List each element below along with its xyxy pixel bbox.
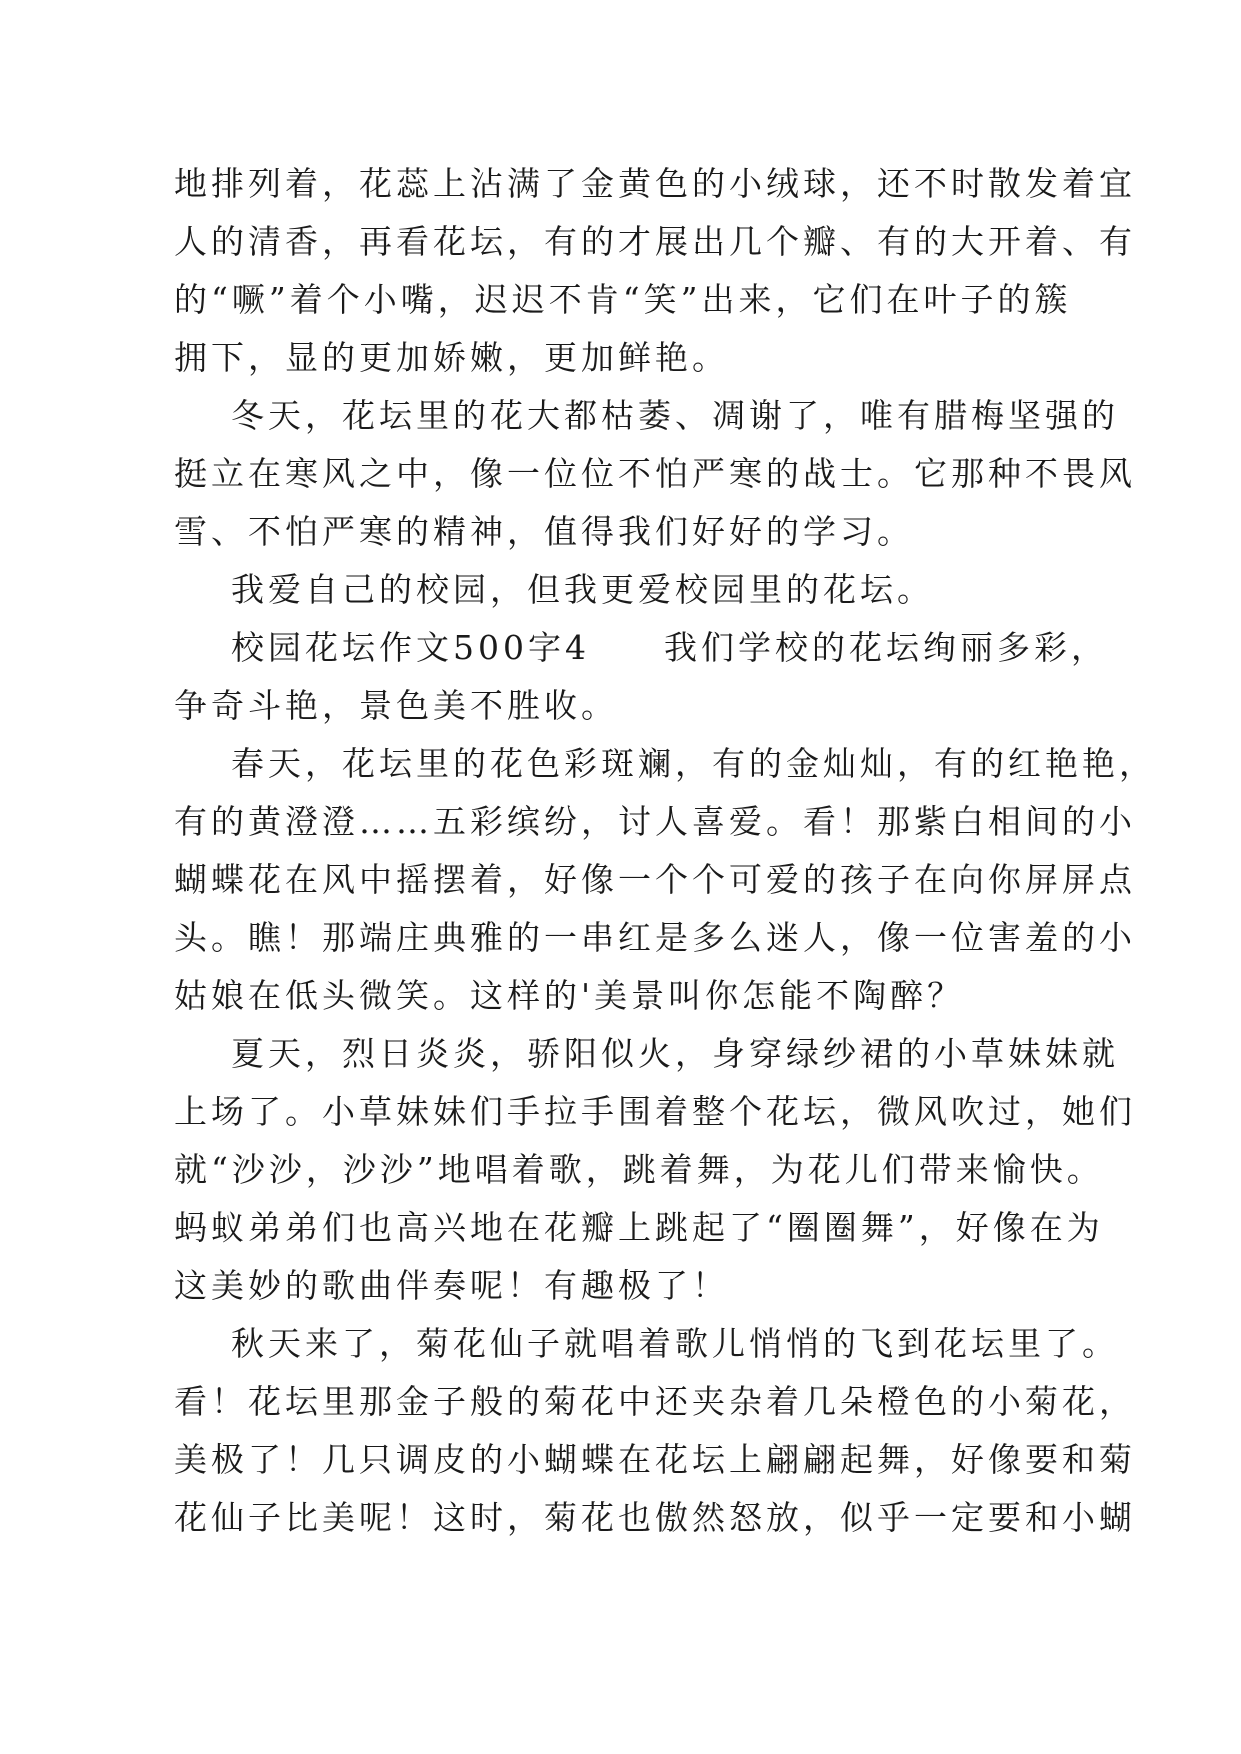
text-line: 争奇斗艳，景色美不胜收。	[174, 686, 618, 725]
paragraph-start-line: 夏天，烈日炎炎，骄阳似火，身穿绿纱裙的小草妹妹就	[231, 1034, 1119, 1073]
text-line: 看！花坛里那金子般的菊花中还夹杂着几朵橙色的小菊花，	[174, 1382, 1136, 1421]
text-line: 挺立在寒风之中，像一位位不怕严寒的战士。它那种不畏风	[174, 454, 1136, 493]
text-line: 就“沙沙，沙沙”地唱着歌，跳着舞，为花儿们带来愉快。	[174, 1150, 1104, 1189]
text-line: 的“噘”着个小嘴，迟迟不肯“笑”出来，它们在叶子的簇	[174, 280, 1072, 319]
paragraph-start-line: 我爱自己的校园，但我更爱校园里的花坛。	[231, 570, 934, 609]
text-line: 美极了！几只调皮的小蝴蝶在花坛上翩翩起舞，好像要和菊	[174, 1440, 1136, 1479]
text-line: 雪、不怕严寒的精神，值得我们好好的学习。	[174, 512, 914, 551]
text-line: 上场了。小草妹妹们手拉手围着整个花坛，微风吹过，她们	[174, 1092, 1136, 1131]
paragraph-start-line: 冬天，花坛里的花大都枯萎、凋谢了，唯有腊梅坚强的	[231, 396, 1119, 435]
text-line: 蝴蝶花在风中摇摆着，好像一个个可爱的孩子在向你屏屏点	[174, 860, 1136, 899]
text-line: 这美妙的歌曲伴奏呢！有趣极了！	[174, 1266, 729, 1305]
text-line: 地排列着，花蕊上沾满了金黄色的小绒球，还不时散发着宜	[174, 164, 1136, 203]
text-line: 蚂蚁弟弟们也高兴地在花瓣上跳起了“圈圈舞”，好像在为	[174, 1208, 1104, 1247]
section-heading-line: 校园花坛作文500字4 我们学校的花坛绚丽多彩，	[231, 628, 1108, 667]
text-line: 拥下，显的更加娇嫩，更加鲜艳。	[174, 338, 729, 377]
paragraph-start-line: 秋天来了，菊花仙子就唱着歌儿悄悄的飞到花坛里了。	[231, 1324, 1119, 1363]
text-line: 姑娘在低头微笑。这样的'美景叫你怎能不陶醉？	[174, 976, 965, 1015]
text-line: 头。瞧！那端庄典雅的一串红是多么迷人，像一位害羞的小	[174, 918, 1136, 957]
text-line: 有的黄澄澄……五彩缤纷，讨人喜爱。看！那紫白相间的小	[174, 802, 1136, 841]
text-line: 人的清香，再看花坛，有的才展出几个瓣、有的大开着、有	[174, 222, 1136, 261]
paragraph-start-line: 春天，花坛里的花色彩斑斓，有的金灿灿，有的红艳艳，	[231, 744, 1156, 783]
text-line: 花仙子比美呢！这时，菊花也傲然怒放，似乎一定要和小蝴	[174, 1498, 1136, 1537]
